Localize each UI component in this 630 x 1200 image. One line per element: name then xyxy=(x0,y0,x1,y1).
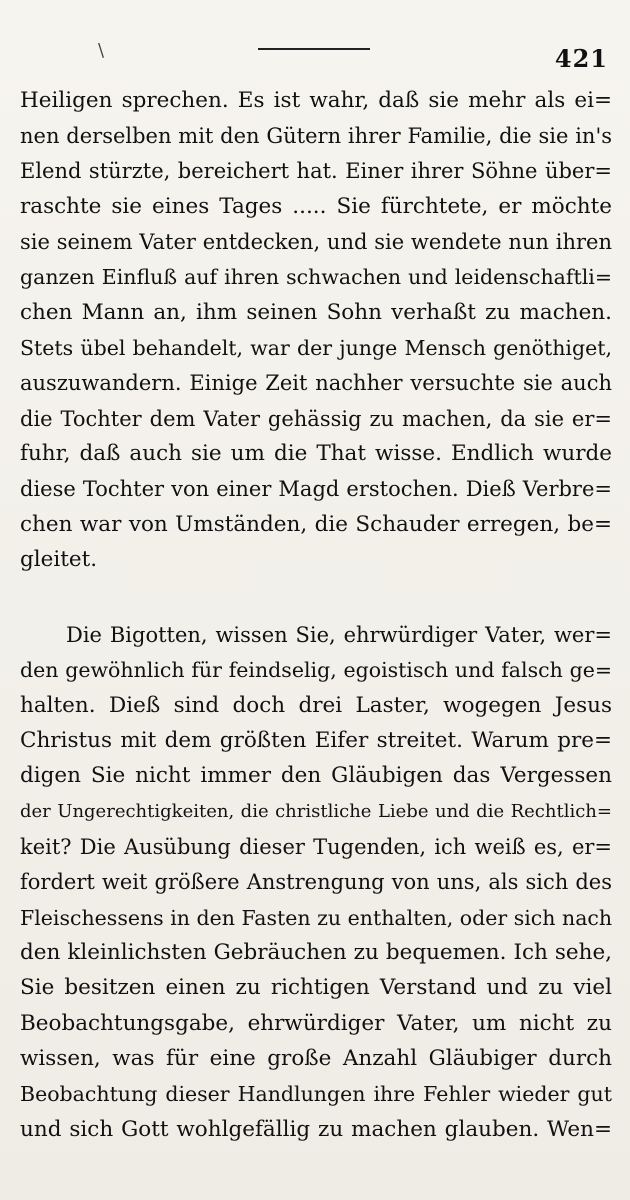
text-line: chen war von Umständen, die Schauder erregen, be= xyxy=(20,512,612,537)
text-line: chen Mann an, ihm seinen Sohn verhaßt zu machen. xyxy=(20,300,612,325)
text-line: Beobachtung dieser Handlungen ihre Fehler wieder gut xyxy=(20,1082,612,1106)
text-line: fordert weit größere Anstrengung von uns, als sich des xyxy=(20,870,612,894)
text-line: Fleischessens in den Fasten zu enthalten, oder sich nach xyxy=(20,906,612,930)
text-line: nen derselben mit den Gütern ihrer Familie, die sie in's xyxy=(20,124,612,148)
text-line: Sie besitzen einen zu richtigen Verstand und zu viel xyxy=(20,975,612,1000)
text-line: digen Sie nicht immer den Gläubigen das Vergessen xyxy=(20,763,612,788)
text-line: diese Tochter von einer Magd erstochen. Dieß Verbre= xyxy=(20,477,612,501)
text-line: den gewöhnlich für feindselig, egoistisch und falsch ge= xyxy=(20,658,612,682)
header-rule xyxy=(258,48,370,50)
page-number: 421 xyxy=(554,44,608,73)
text-line: den kleinlichsten Gebräuchen zu bequemen. Ich sehe, xyxy=(20,940,612,965)
text-line: Christus mit dem größten Eifer streitet. Warum pre= xyxy=(20,728,612,753)
text-line: Elend stürzte, bereichert hat. Einer ihrer Söhne über= xyxy=(20,159,612,183)
text-line: die Tochter dem Vater gehässig zu machen, da sie er= xyxy=(20,407,612,431)
text-line: auszuwandern. Einige Zeit nachher versuchte sie auch xyxy=(20,371,612,395)
text-line: Heiligen sprechen. Es ist wahr, daß sie mehr als ei= xyxy=(20,88,612,113)
margin-mark: \ xyxy=(98,40,105,61)
text-line: Die Bigotten, wissen Sie, ehrwürdiger Vater, wer= xyxy=(66,623,612,647)
text-line: wissen, was für eine große Anzahl Gläubiger durch xyxy=(20,1046,612,1071)
text-line: fuhr, daß auch sie um die That wisse. Endlich wurde xyxy=(20,441,612,466)
text-line: Beobachtungsgabe, ehrwürdiger Vater, um nicht zu xyxy=(20,1011,612,1036)
text-line: ganzen Einfluß auf ihren schwachen und leidenschaftli= xyxy=(20,265,612,289)
text-line: keit? Die Ausübung dieser Tugenden, ich weiß es, er= xyxy=(20,835,612,859)
text-line: halten. Dieß sind doch drei Laster, wogegen Jesus xyxy=(20,693,612,718)
text-line: Stets übel behandelt, war der junge Mensch genöthiget, xyxy=(20,336,612,360)
text-line: sie seinem Vater entdecken, und sie wendete nun ihren xyxy=(20,230,612,254)
text-line: und sich Gott wohlgefällig zu machen glauben. Wen= xyxy=(20,1117,612,1142)
text-line: der Ungerechtigkeiten, die christliche Liebe und die Rechtlich= xyxy=(20,801,612,822)
text-line: raschte sie eines Tages ..... Sie fürchtete, er möchte xyxy=(20,194,612,219)
text-line: gleitet. xyxy=(20,547,98,572)
